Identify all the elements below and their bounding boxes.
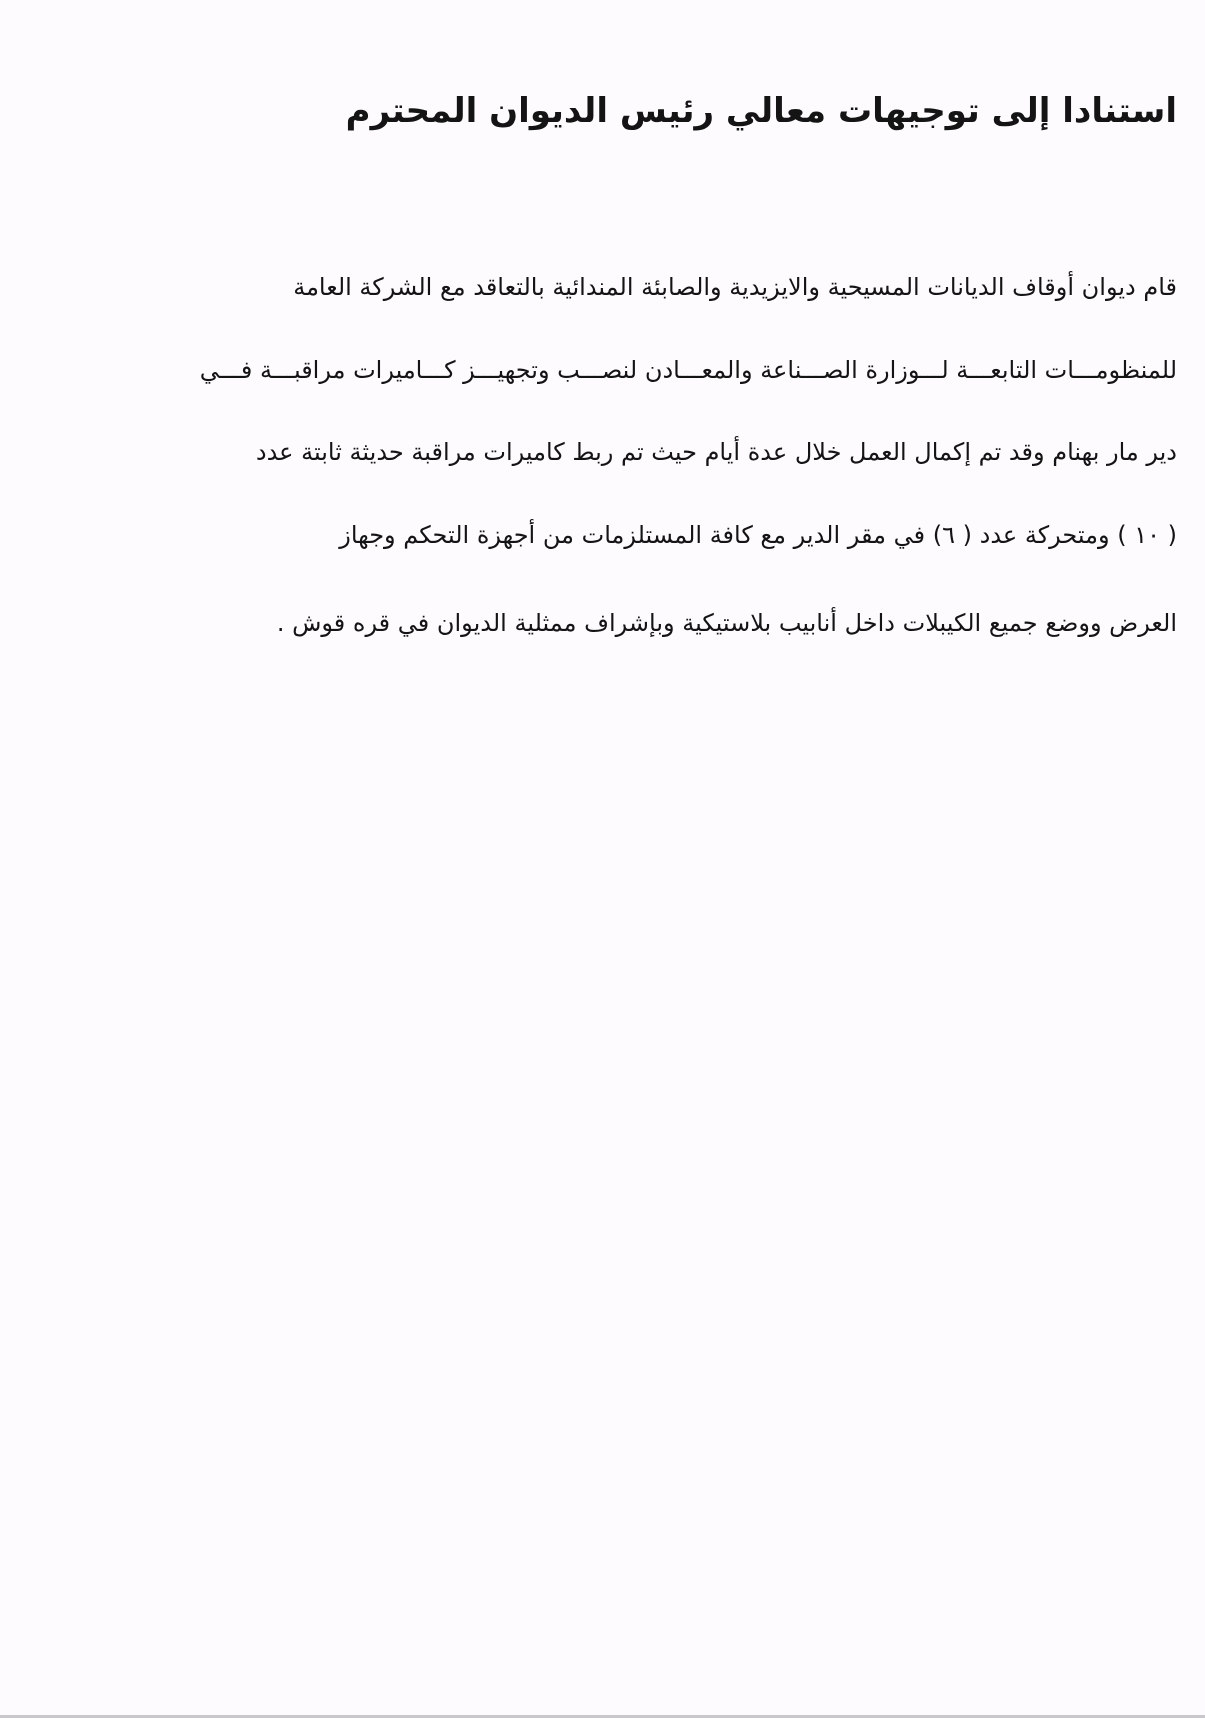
body-line-1: قام ديوان أوقاف الديانات المسيحية والايزيدية والصابئة المندائية بالتعاقد مع الشركة العامة xyxy=(293,273,1177,301)
document-heading: استنادا إلى توجيهات معالي رئيس الديوان المحترم xyxy=(345,91,1177,131)
body-line-2: للمنظومـــات التابعـــة لـــوزارة الصـــناعة والمعـــادن لنصـــب وتجهيـــز كـــاميرات مراقبـــة فـــي xyxy=(199,356,1177,384)
body-line-4: ( ١٠ ) ومتحركة عدد ( ٦) في مقر الدير مع كافة المستلزمات من أجهزة التحكم وجهاز xyxy=(339,521,1177,549)
body-line-5: العرض ووضع جميع الكيبلات داخل أنابيب بلاستيكية وبإشراف ممثلية الديوان في قره قوش . xyxy=(276,609,1177,637)
body-line-3: دير مار بهنام وقد تم إكمال العمل خلال عدة أيام حيث تم ربط كاميرات مراقبة حديثة ثابتة عدد xyxy=(255,438,1177,466)
